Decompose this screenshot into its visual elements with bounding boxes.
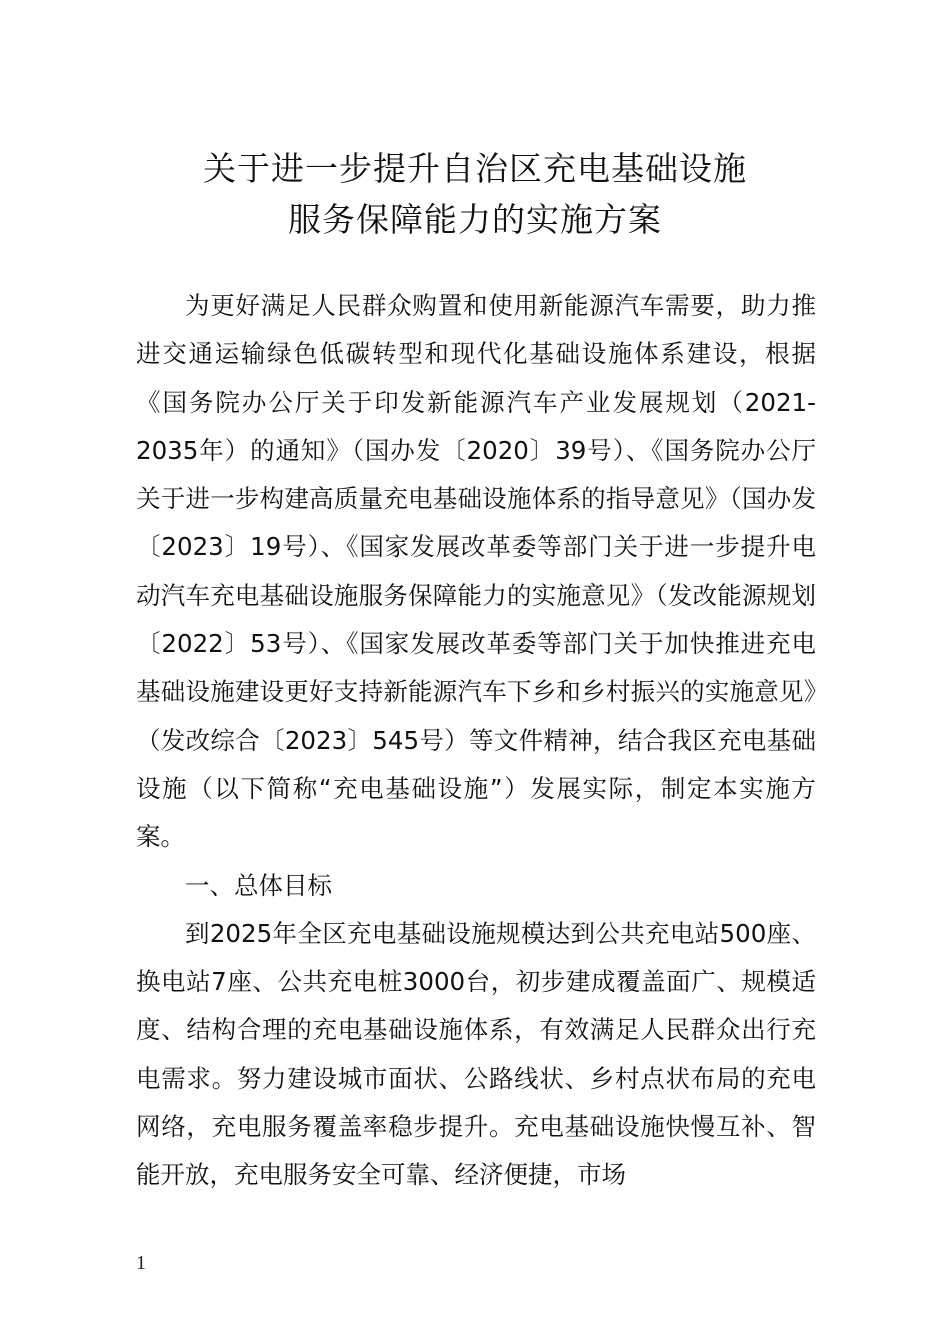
page-number: 1 [136,1252,146,1274]
document-title-line-2: 服务保障能力的实施方案 [288,200,662,239]
intro-paragraph: 为更好满足人民群众购置和使用新能源汽车需要，助力推进交通运输绿色低碳转型和现代化基础设施体系建设，根据《国务院办公厅关于印发新能源汽车产业发展规划（2021-2035年）的通知》（国办发〔2020〕39号）、《国务院办公厅关于进一步构建高质量充电基础设施体系的指导意见》（国办发〔2023〕19号）、《国家发展改革委等部门关于进一步提升电动汽车充电基础设施服务保障能力的实施意见》（发改能源规划〔2022〕53号）、《国家发展改革委等部门关于加快推进充电基础设施建设更好支持新能源汽车下乡和乡村振兴的实施意见》（发改综合〔2023〕545号）等文件精神，结合我区充电基础设施（以下简称“充电基础设施”）发展实际，制定本实施方案。 [136,291,816,852]
document-body [136,282,816,1200]
goals-paragraph: 到2025年全区充电基础设施规模达到公共充电站500座、换电站7座、公共充电桩3000台，初步建成覆盖面广、规模适度、结构合理的充电基础设施体系，有效满足人民群众出行充电需求。努力建设城市面状、公路线状、乡村点状布局的充电网络，充电服务覆盖率稳步提升。充电基础设施快慢互补、智能开放，充电服务安全可靠、经济便捷，市场 [136,918,816,1190]
document-title-line-1: 关于进一步提升自治区充电基础设施 [203,149,747,188]
section-heading-overall-goals: 一、总体目标 [185,870,332,900]
